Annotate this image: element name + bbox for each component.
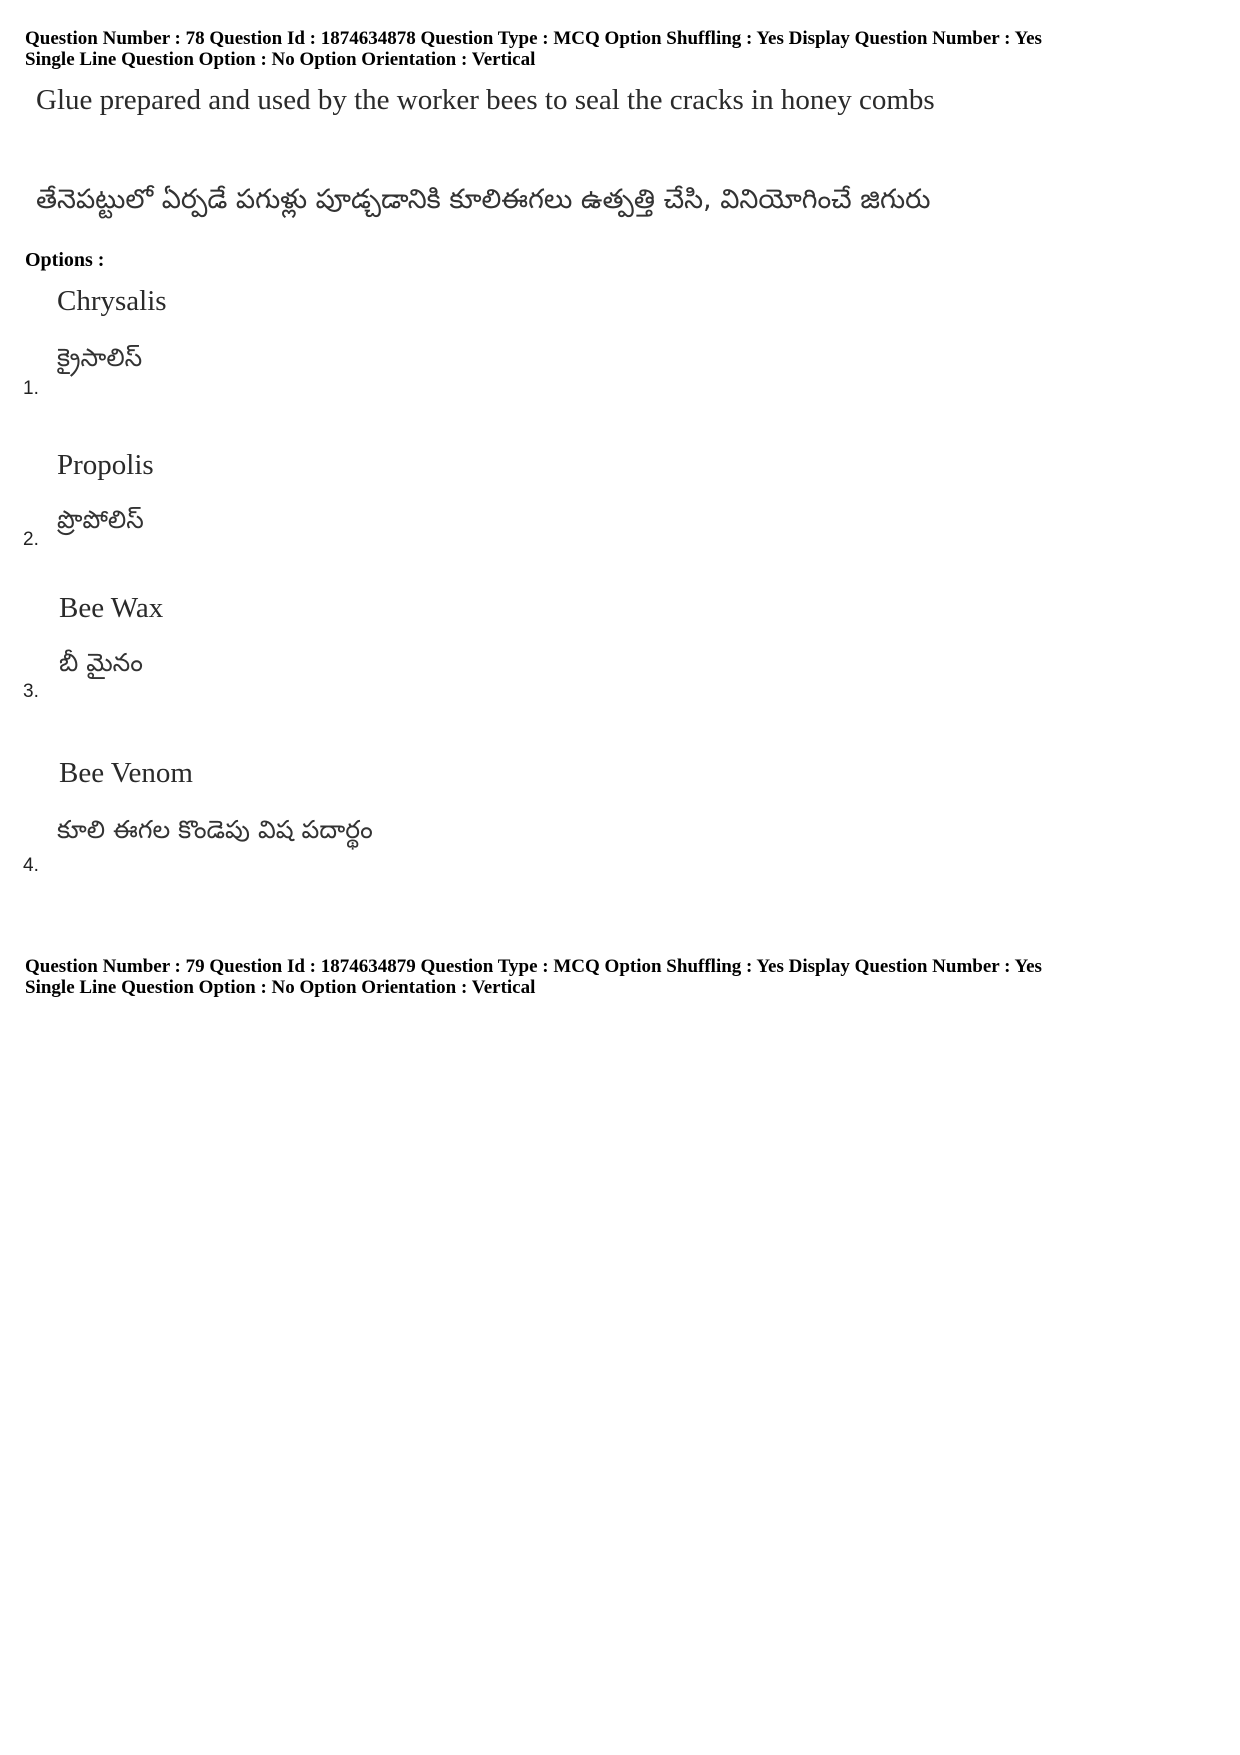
option-4-text-telugu: కూలి ఈగల కొండెపు విష పదార్థం xyxy=(57,815,373,844)
option-2-text-telugu: ప్రొపోలిస్ xyxy=(57,505,144,534)
option-3-text-telugu: బీ మైనం xyxy=(59,648,143,677)
option-4-text-english: Bee Venom xyxy=(59,757,193,789)
question-78-meta-line-1: Question Number : 78 Question Id : 1874634878 Question Type : MCQ Option Shuffling : Yes Display Question Number : Yes xyxy=(25,28,1042,49)
option-2-number: 2. xyxy=(23,529,39,550)
question-79-meta xyxy=(25,956,1042,998)
option-1-number: 1. xyxy=(23,378,39,399)
option-3-text-english: Bee Wax xyxy=(59,592,164,624)
question-78-meta xyxy=(25,28,1042,70)
option-2-text-english: Propolis xyxy=(57,449,154,481)
option-4-number: 4. xyxy=(23,855,39,876)
question-78-text-english: Glue prepared and used by the worker bees to seal the cracks in honey combs xyxy=(36,84,935,116)
options-label: Options : xyxy=(25,249,105,271)
question-79-meta-line-2: Single Line Question Option : No Option Orientation : Vertical xyxy=(25,977,536,998)
option-3-number: 3. xyxy=(23,681,39,702)
question-79-meta-line-1: Question Number : 79 Question Id : 1874634879 Question Type : MCQ Option Shuffling : Yes Display Question Number : Yes xyxy=(25,956,1042,977)
option-1-text-telugu: క్రైసాలిస్ xyxy=(57,343,143,372)
option-1-text-english: Chrysalis xyxy=(57,285,167,317)
question-78-meta-line-2: Single Line Question Option : No Option Orientation : Vertical xyxy=(25,49,536,70)
question-78-text-telugu: తేనెపట్టులో ఏర్పడే పగుళ్లు పూడ్చడానికి కూలిఈగలు ఉత్పత్తి చేసి, వినియోగించే జిగురు xyxy=(36,184,931,215)
